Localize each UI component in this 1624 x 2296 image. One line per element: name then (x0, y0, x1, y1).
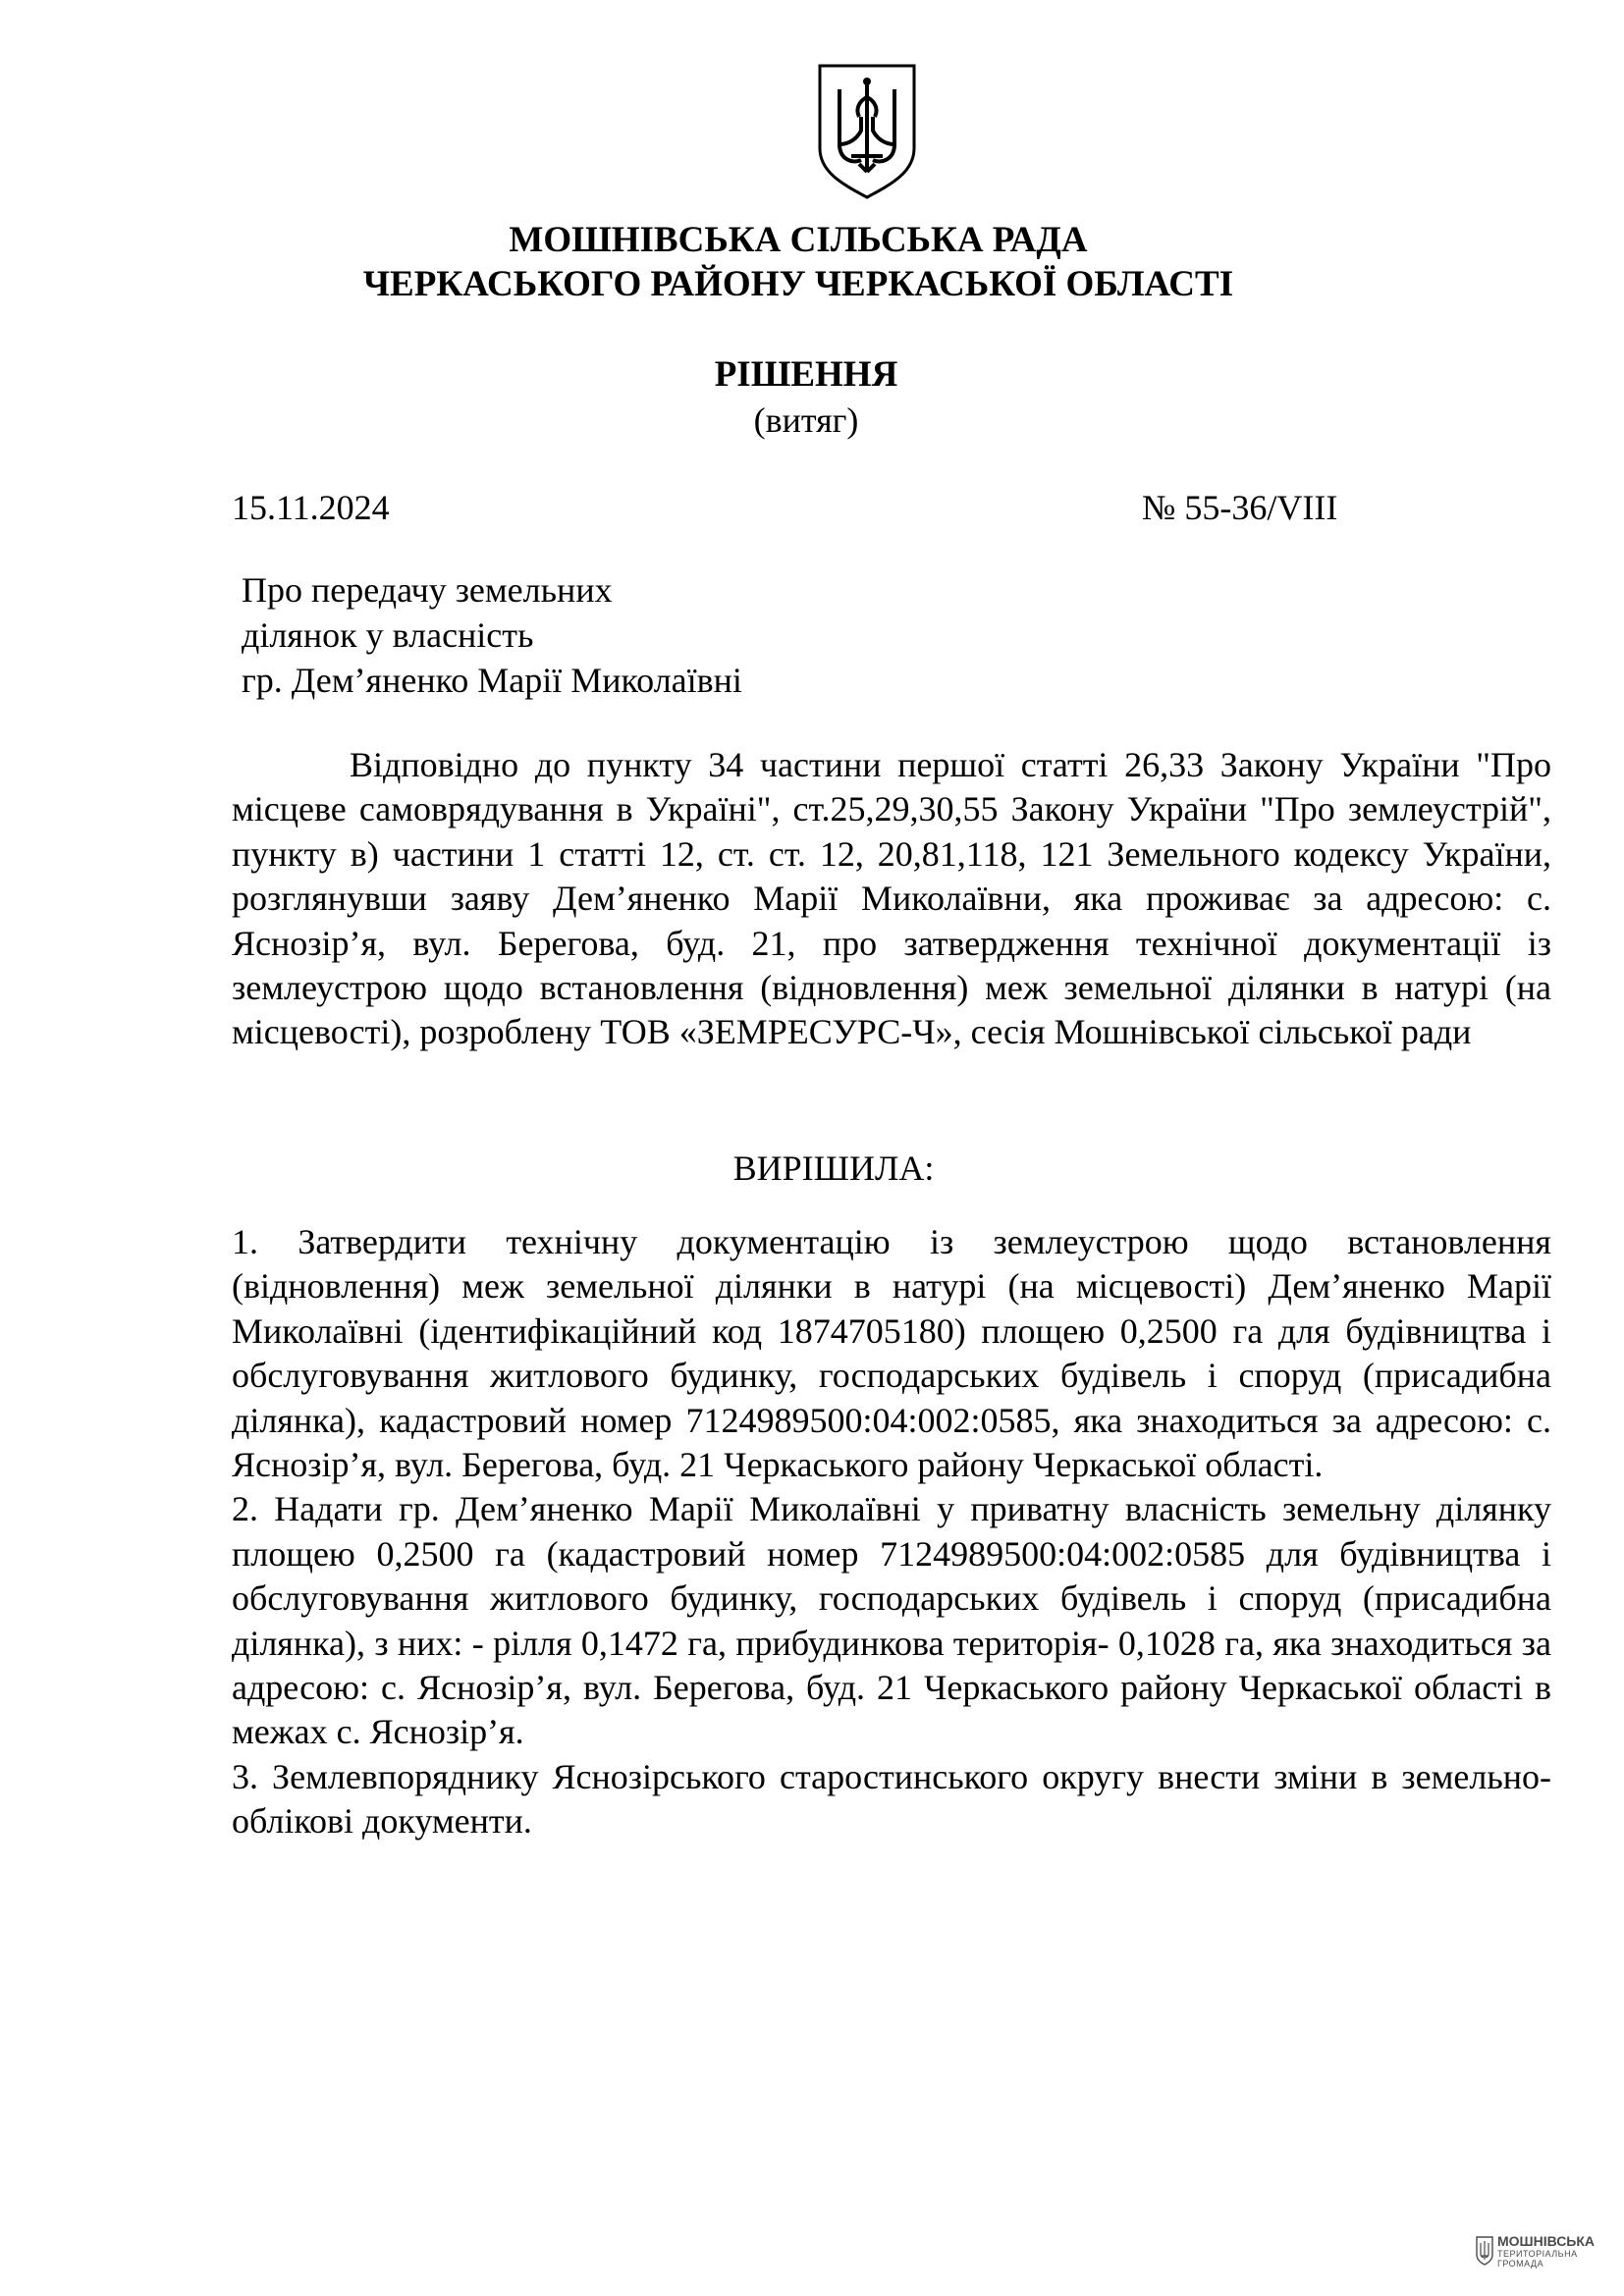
trident-icon (816, 62, 918, 201)
logo-subtitle: ТЕРИТОРІАЛЬНА (1497, 2248, 1578, 2259)
coat-of-arms-icon (816, 62, 918, 201)
document-type: РІШЕННЯ (714, 354, 898, 395)
council-name: МОШНІВСЬКА СІЛЬСЬКА РАДА (509, 220, 1088, 260)
resolved-heading: ВИРІШИЛА: (732, 1148, 935, 1188)
document-number: № 55-36/VIII (1142, 488, 1338, 527)
subject-line: ділянок у власність (242, 615, 534, 655)
council-district: ЧЕРКАСЬКОГО РАЙОНУ ЧЕРКАСЬКОЇ ОБЛАСТІ (362, 264, 1234, 304)
document-subtype: (витяг) (753, 400, 859, 440)
decision-item: 3. Землевпоряднику Яснозірського старостинського округу внести зміни в земельно-облікові документи. (232, 1756, 1551, 1842)
subject-line: гр. Дем’яненко Марії Миколаївні (242, 661, 742, 700)
decision-items (232, 1220, 1551, 1844)
logo-title: МОШНІВСЬКА (1497, 2232, 1596, 2249)
preamble-paragraph: Відповідно до пункту 34 частини першої статті 26,33 Закону України "Про місцеве самоврядування в Україні", ст.25,29,30,55 Закону України "Про землеустрій", пункту в) частини 1 статті 12, ст. ст. 12, 20,81,118, 121 Земельного кодексу України, розглянувши заяву Дем’яненко Марії Миколаївни, яка проживає за адресою: с. Яснозір’я, вул. Берегова, буд. 21, про затвердження технічної документації із землеустрою щодо встановлення (відновлення) меж земельної ділянки в натурі (на місцевості), розроблену ТОВ «ЗЕМРЕСУРС-Ч», сесія Мошнівської сільської ради (232, 745, 1551, 1052)
document-date: 15.11.2024 (232, 488, 390, 527)
decision-item: 1. Затвердити технічну документацію із землеустрою щодо встановлення (відновлення) меж земельної ділянки в натурі (на місцевості) Дем’яненко Марії Миколаївні (ідентифікаційний код 1874705180) площею 0,2500 га для будівництва і обслуговування житлового будинку, господарських будівель і споруд (присадибна ділянка), кадастровий номер 7124989500:04:002:0585, яка знаходиться за адресою: с. Яснозір’я, вул. Берегова, буд. 21 Черкаського району Черкаської області. (232, 1222, 1551, 1485)
document-subject (242, 567, 742, 703)
trident-icon (1476, 2236, 1493, 2266)
community-logo (1476, 2228, 1603, 2273)
subject-line: Про передачу земельних (242, 570, 613, 610)
logo-subtitle: ГРОМАДА (1497, 2258, 1544, 2269)
decision-item: 2. Надати гр. Дем’яненко Марії Миколаївні у приватну власність земельну ділянку площею 0,2500 га (кадастровий номер 7124989500:04:002:0585 для будівництва і обслуговування житлового будинку, господарських будівель і споруд (присадибна ділянка), з них: - рілля 0,1472 га, прибудинкова територія- 0,1028 га, яка знаходиться за адресою: с. Яснозір’я, вул. Берегова, буд. 21 Черкаського району Черкаської області в межах с. Яснозір’я. (232, 1489, 1551, 1752)
